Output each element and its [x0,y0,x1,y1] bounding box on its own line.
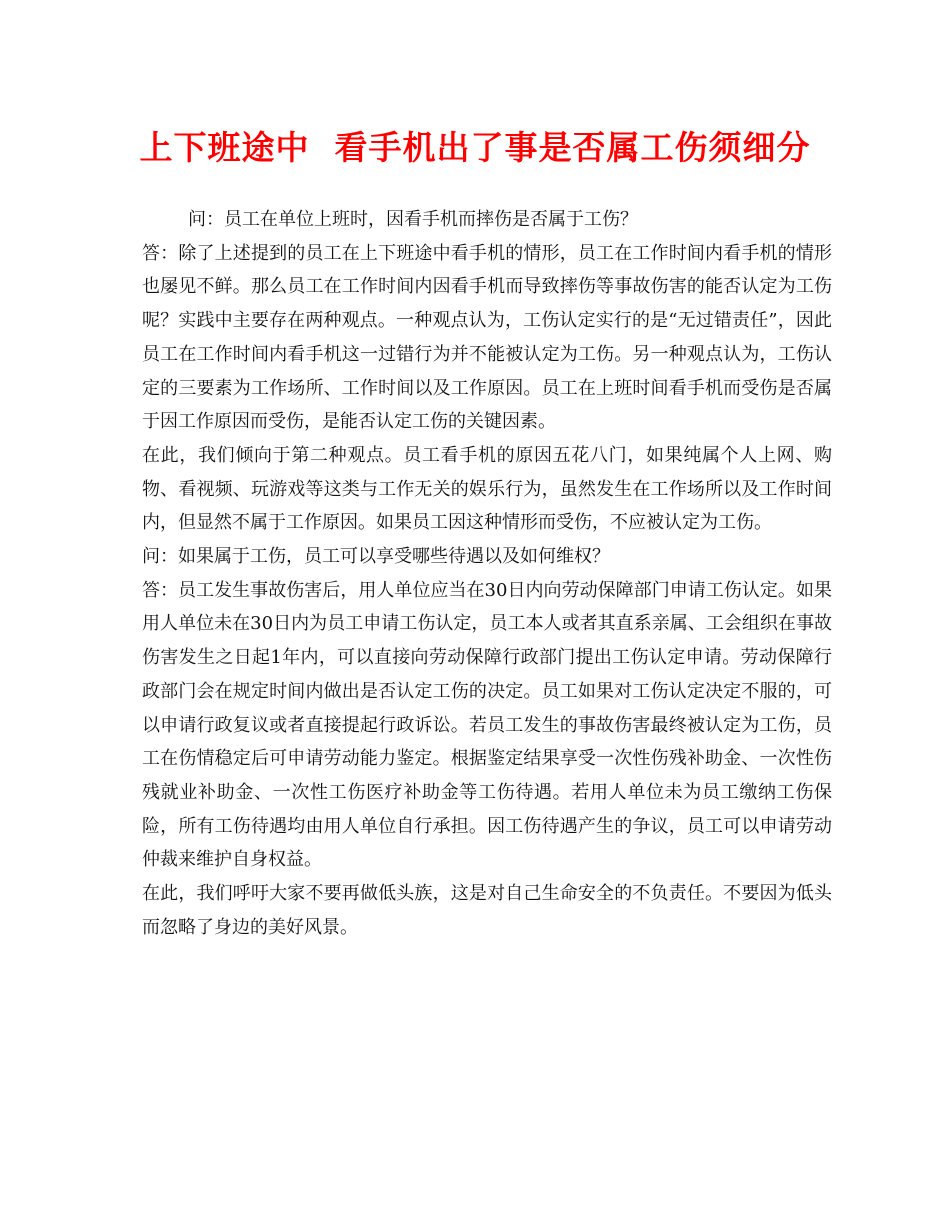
question-paragraph: 问：如果属于工伤，员工可以享受哪些待遇以及如何维权？ [142,546,610,568]
answer-paragraph: 答：员工发生事故伤害后，用人单位应当在30日内向劳动保障部门申请工伤认定。如果用人单位未在30日内为员工申请工伤认定，员工本人或者其直系亲属、工会组织在事故伤害发生之日起1年内，可以直接向劳动保障行政部门提出工伤认定申请。劳动保障行政部门会在规定时间内做出是否认定工伤的决定。员工如果对工伤认定决定不服的，可以申请行政复议或者直接提起行政诉讼。若员工发生的事故伤害最终被认定为工伤，员工在伤情稳定后可申请劳动能力鉴定。根据鉴定结果享受一次性伤残补助金、一次性伤残就业补助金、一次性工伤医疗补助金等工伤待遇。若用人单位未为员工缴纳工伤保险，所有工伤待遇均由用人单位自行承担。因工伤待遇产生的争议，员工可以申请劳动仲裁来维护自身权益。 [142,579,832,871]
opinion-paragraph: 在此，我们倾向于第二种观点。员工看手机的原因五花八门，如果纯属个人上网、购物、看视频、玩游戏等这类与工作无关的娱乐行为，虽然发生在工作场所以及工作时间内，但显然不属于工作原因。如果员工因这种情形而受伤，不应被认定为工伤。 [142,444,832,534]
document-body [142,203,832,944]
question-paragraph: 问：员工在单位上班时，因看手机而摔伤是否属于工伤？ [188,209,638,230]
answer-paragraph: 答：除了上述提到的员工在上下班途中看手机的情形，员工在工作时间内看手机的情形也屡见不鲜。那么员工在工作时间内因看手机而导致摔伤等事故伤害的能否认定为工伤呢？实践中主要存在两种观点。一种观点认为，工伤认定实行的是“无过错责任”，因此员工在工作时间内看手机这一过错行为并不能被认定为工伤。另一种观点认为，工伤认定的三要素为工作场所、工作时间以及工作原因。员工在上班时间看手机而受伤是否属于因工作原因而受伤，是能否认定工伤的关键因素。 [142,242,832,433]
closing-paragraph: 在此，我们呼吁大家不要再做低头族，这是对自己生命安全的不负责任。不要因为低头而忽略了身边的美好风景。 [142,883,832,938]
document-title: 上下班途中 看手机出了事是否属工伤须细分 [139,128,811,167]
